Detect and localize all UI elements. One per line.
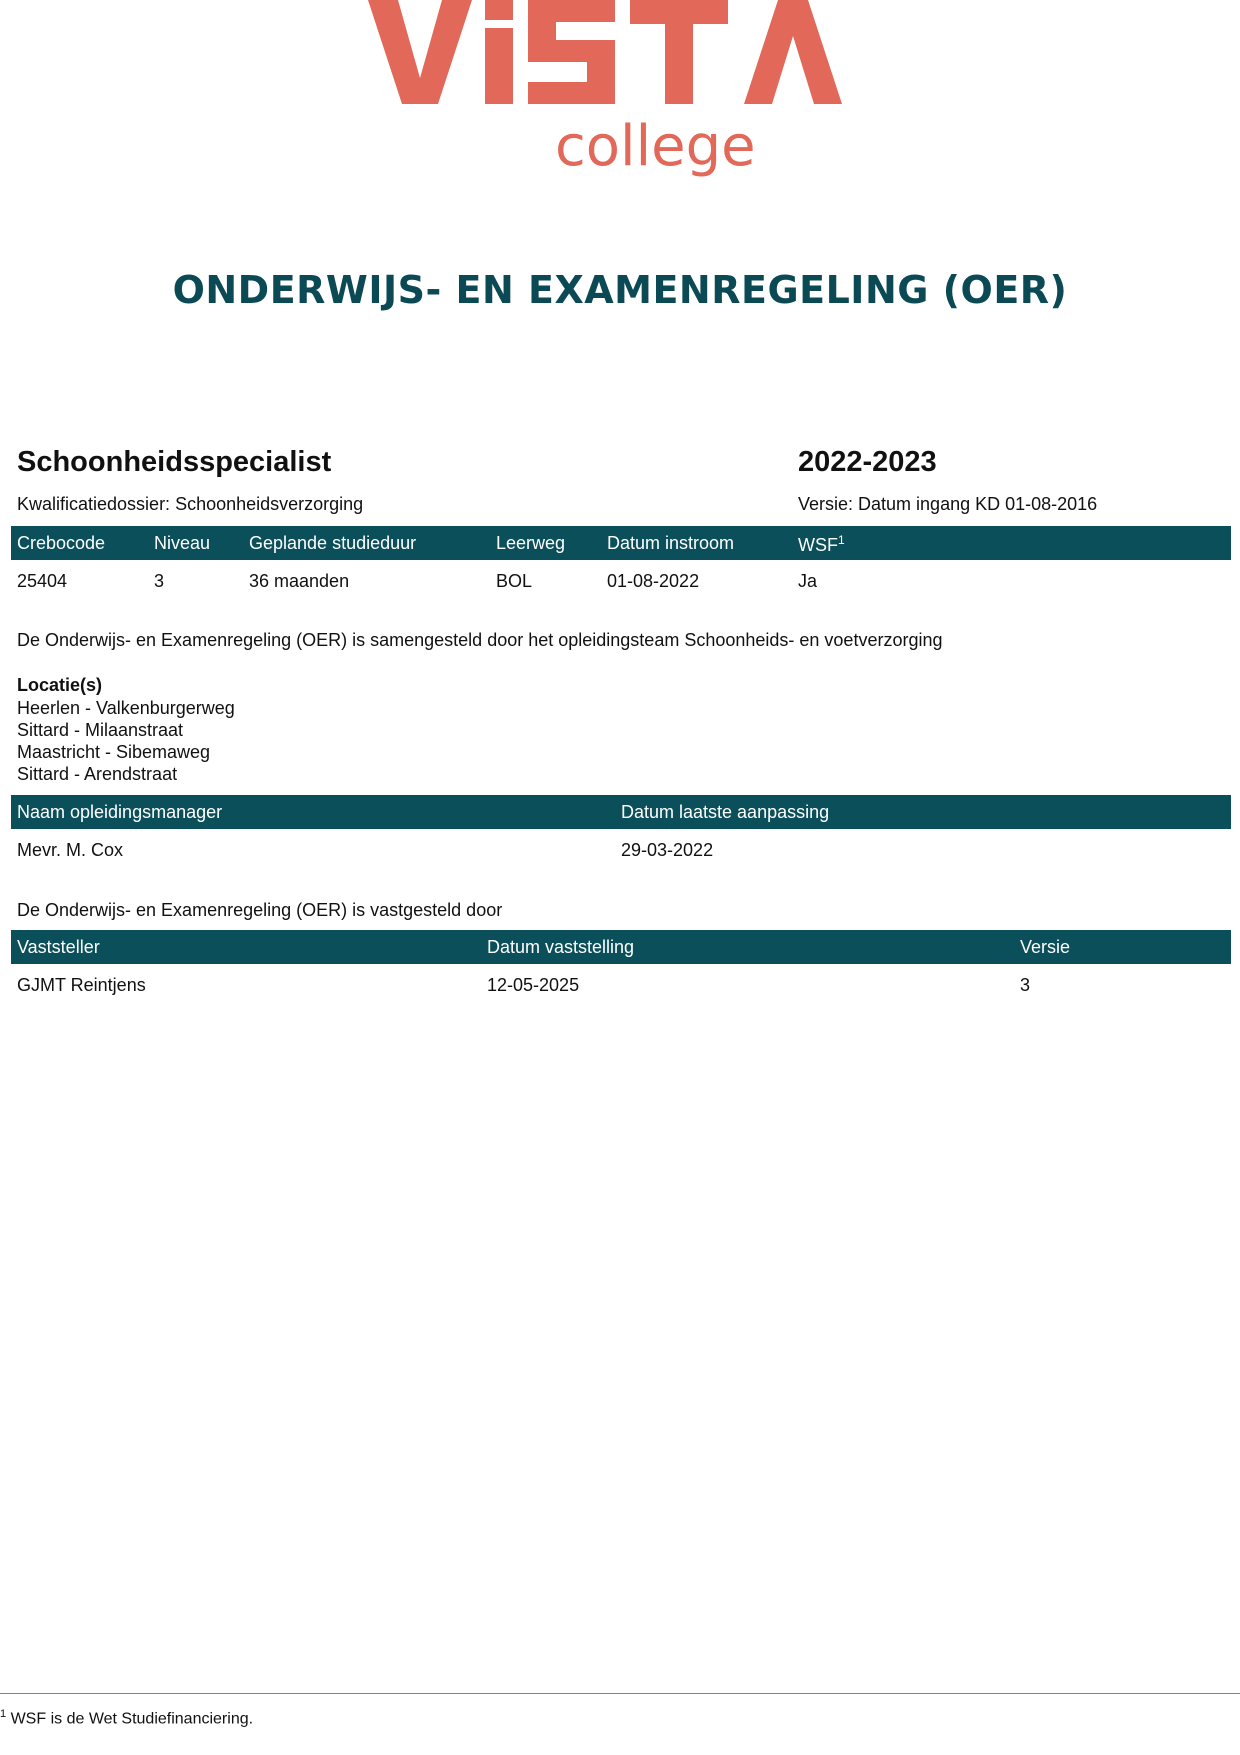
- cell-studieduur: 36 maanden: [249, 571, 350, 591]
- program-table-header: [11, 526, 1231, 560]
- cell-vaststeller: GJMT Reintjens: [17, 975, 146, 995]
- cell-crebocode: 25404: [17, 571, 68, 591]
- approval-table-header: [11, 930, 1231, 964]
- footnote-marker: 1: [0, 1708, 7, 1720]
- cell-leerweg: BOL: [496, 571, 533, 591]
- location-item: Sittard - Arendstraat: [17, 764, 178, 784]
- composed-by-text: De Onderwijs- en Examenregeling (OER) is samengesteld door het opleidingsteam Schoonheids- en voetverzorging: [17, 630, 943, 650]
- cell-manager: Mevr. M. Cox: [17, 840, 124, 860]
- header-manager: Naam opleidingsmanager: [17, 802, 223, 822]
- header-leerweg: Leerweg: [496, 533, 566, 553]
- footnote-ref: 1: [838, 533, 845, 547]
- document-title: ONDERWIJS- EN EXAMENREGELING (OER): [172, 268, 1068, 312]
- header-niveau: Niveau: [154, 533, 211, 553]
- vista-college-logo: [360, 0, 880, 210]
- header-studieduur: Geplande studieduur: [249, 533, 417, 553]
- footnote-text: WSF is de Wet Studiefinanciering.: [10, 1710, 254, 1728]
- locations-list: [17, 697, 235, 785]
- location-item: Heerlen - Valkenburgerweg: [17, 698, 235, 718]
- logo-subword: college: [555, 114, 756, 179]
- manager-table-header: [11, 795, 1231, 829]
- qualification-dossier: Kwalificatiedossier: Schoonheidsverzorging: [17, 494, 364, 514]
- header-wsf: WSF$^1$: [798, 533, 845, 555]
- header-instroom: Datum instroom: [607, 533, 735, 553]
- location-item: Sittard - Milaanstraat: [17, 720, 184, 740]
- location-item: Maastricht - Sibemaweg: [17, 742, 211, 762]
- footnote: [0, 1708, 253, 1728]
- cell-last-change: 29-03-2022: [621, 840, 714, 860]
- locations-heading: Locatie(s): [17, 675, 103, 695]
- cell-date-established: 12-05-2025: [487, 975, 580, 995]
- school-year: 2022-2023: [798, 446, 937, 478]
- footnote-divider: [0, 1693, 1240, 1694]
- header-vaststeller: Vaststeller: [17, 937, 100, 957]
- cell-wsf: Ja: [798, 571, 818, 591]
- established-by-text: De Onderwijs- en Examenregeling (OER) is vastgesteld door: [17, 900, 503, 920]
- program-name: Schoonheidsspecialist: [17, 446, 332, 478]
- cell-versie: 3: [1020, 975, 1031, 995]
- version-note: Versie: Datum ingang KD 01-08-2016: [798, 494, 1098, 514]
- cell-niveau: 3: [154, 571, 165, 591]
- approval-table-row: [11, 968, 1231, 1002]
- program-table-row: [11, 564, 1231, 598]
- cell-instroom: 01-08-2022: [607, 571, 700, 591]
- header-crebocode: Crebocode: [17, 533, 106, 553]
- header-versie: Versie: [1020, 937, 1071, 957]
- header-last-change: Datum laatste aanpassing: [621, 802, 830, 822]
- manager-table-row: [11, 833, 1231, 867]
- header-date-established: Datum vaststelling: [487, 937, 635, 957]
